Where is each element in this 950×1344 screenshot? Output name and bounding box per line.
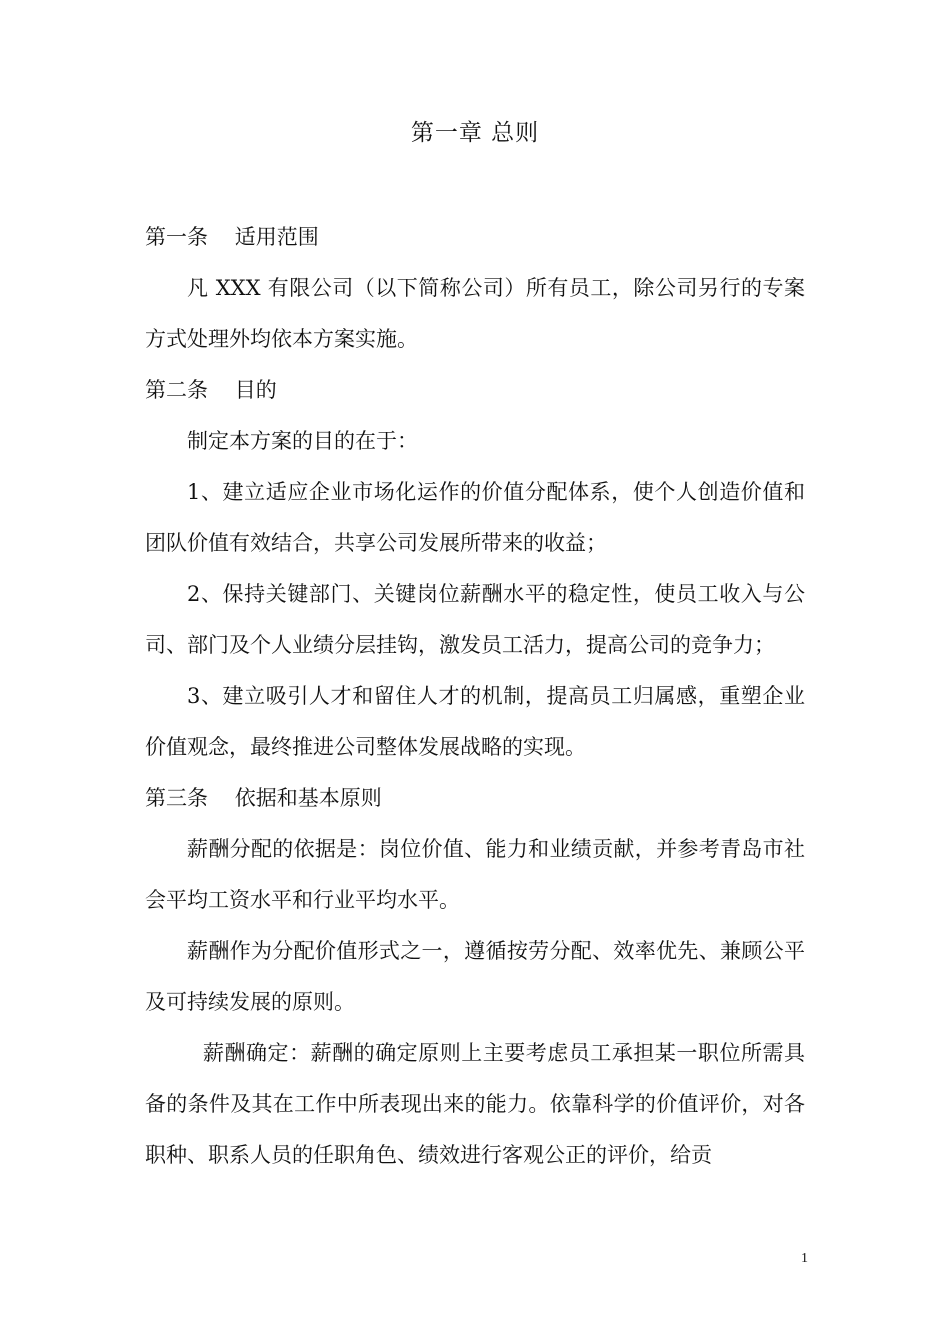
paragraph-purpose-3: 3、建立吸引人才和留住人才的机制，提高员工归属感，重塑企业价值观念，最终推进公司整体发展战略的实现。 xyxy=(145,684,805,759)
chapter-title: 第一章 总则 xyxy=(410,120,540,146)
paragraph-purpose-intro: 制定本方案的目的在于： xyxy=(187,429,418,453)
paragraph-determination: 薪酬确定：薪酬的确定原则上主要考虑员工承担某一职位所需具备的条件及其在工作中所表现出来的能力。依靠科学的价值评价，对各职种、职系人员的任职角色、绩效进行客观公正的评价，给贡 xyxy=(145,1041,805,1167)
paragraph-purpose-1: 1、建立适应企业市场化运作的价值分配体系，使个人创造价值和团队价值有效结合，共享公司发展所带来的收益； xyxy=(145,480,805,555)
article-heading-3: 第三条 依据和基本原则 xyxy=(145,786,382,810)
paragraph-basis: 薪酬分配的依据是：岗位价值、能力和业绩贡献，并参考青岛市社会平均工资水平和行业平均水平。 xyxy=(145,837,805,912)
paragraph-scope: 凡 XXX 有限公司（以下简称公司）所有员工，除公司另行的专案方式处理外均依本方案实施。 xyxy=(145,276,805,351)
paragraph-principle: 薪酬作为分配价值形式之一，遵循按劳分配、效率优先、兼顾公平及可持续发展的原则。 xyxy=(145,939,805,1014)
page-number: 1 xyxy=(801,1251,808,1266)
article-heading-1: 第一条 适用范围 xyxy=(145,225,319,249)
document-body xyxy=(145,212,805,1181)
paragraph-purpose-2: 2、保持关键部门、关键岗位薪酬水平的稳定性，使员工收入与公司、部门及个人业绩分层挂钩，激发员工活力，提高公司的竞争力； xyxy=(145,582,805,657)
article-heading-2: 第二条 目的 xyxy=(145,378,277,402)
